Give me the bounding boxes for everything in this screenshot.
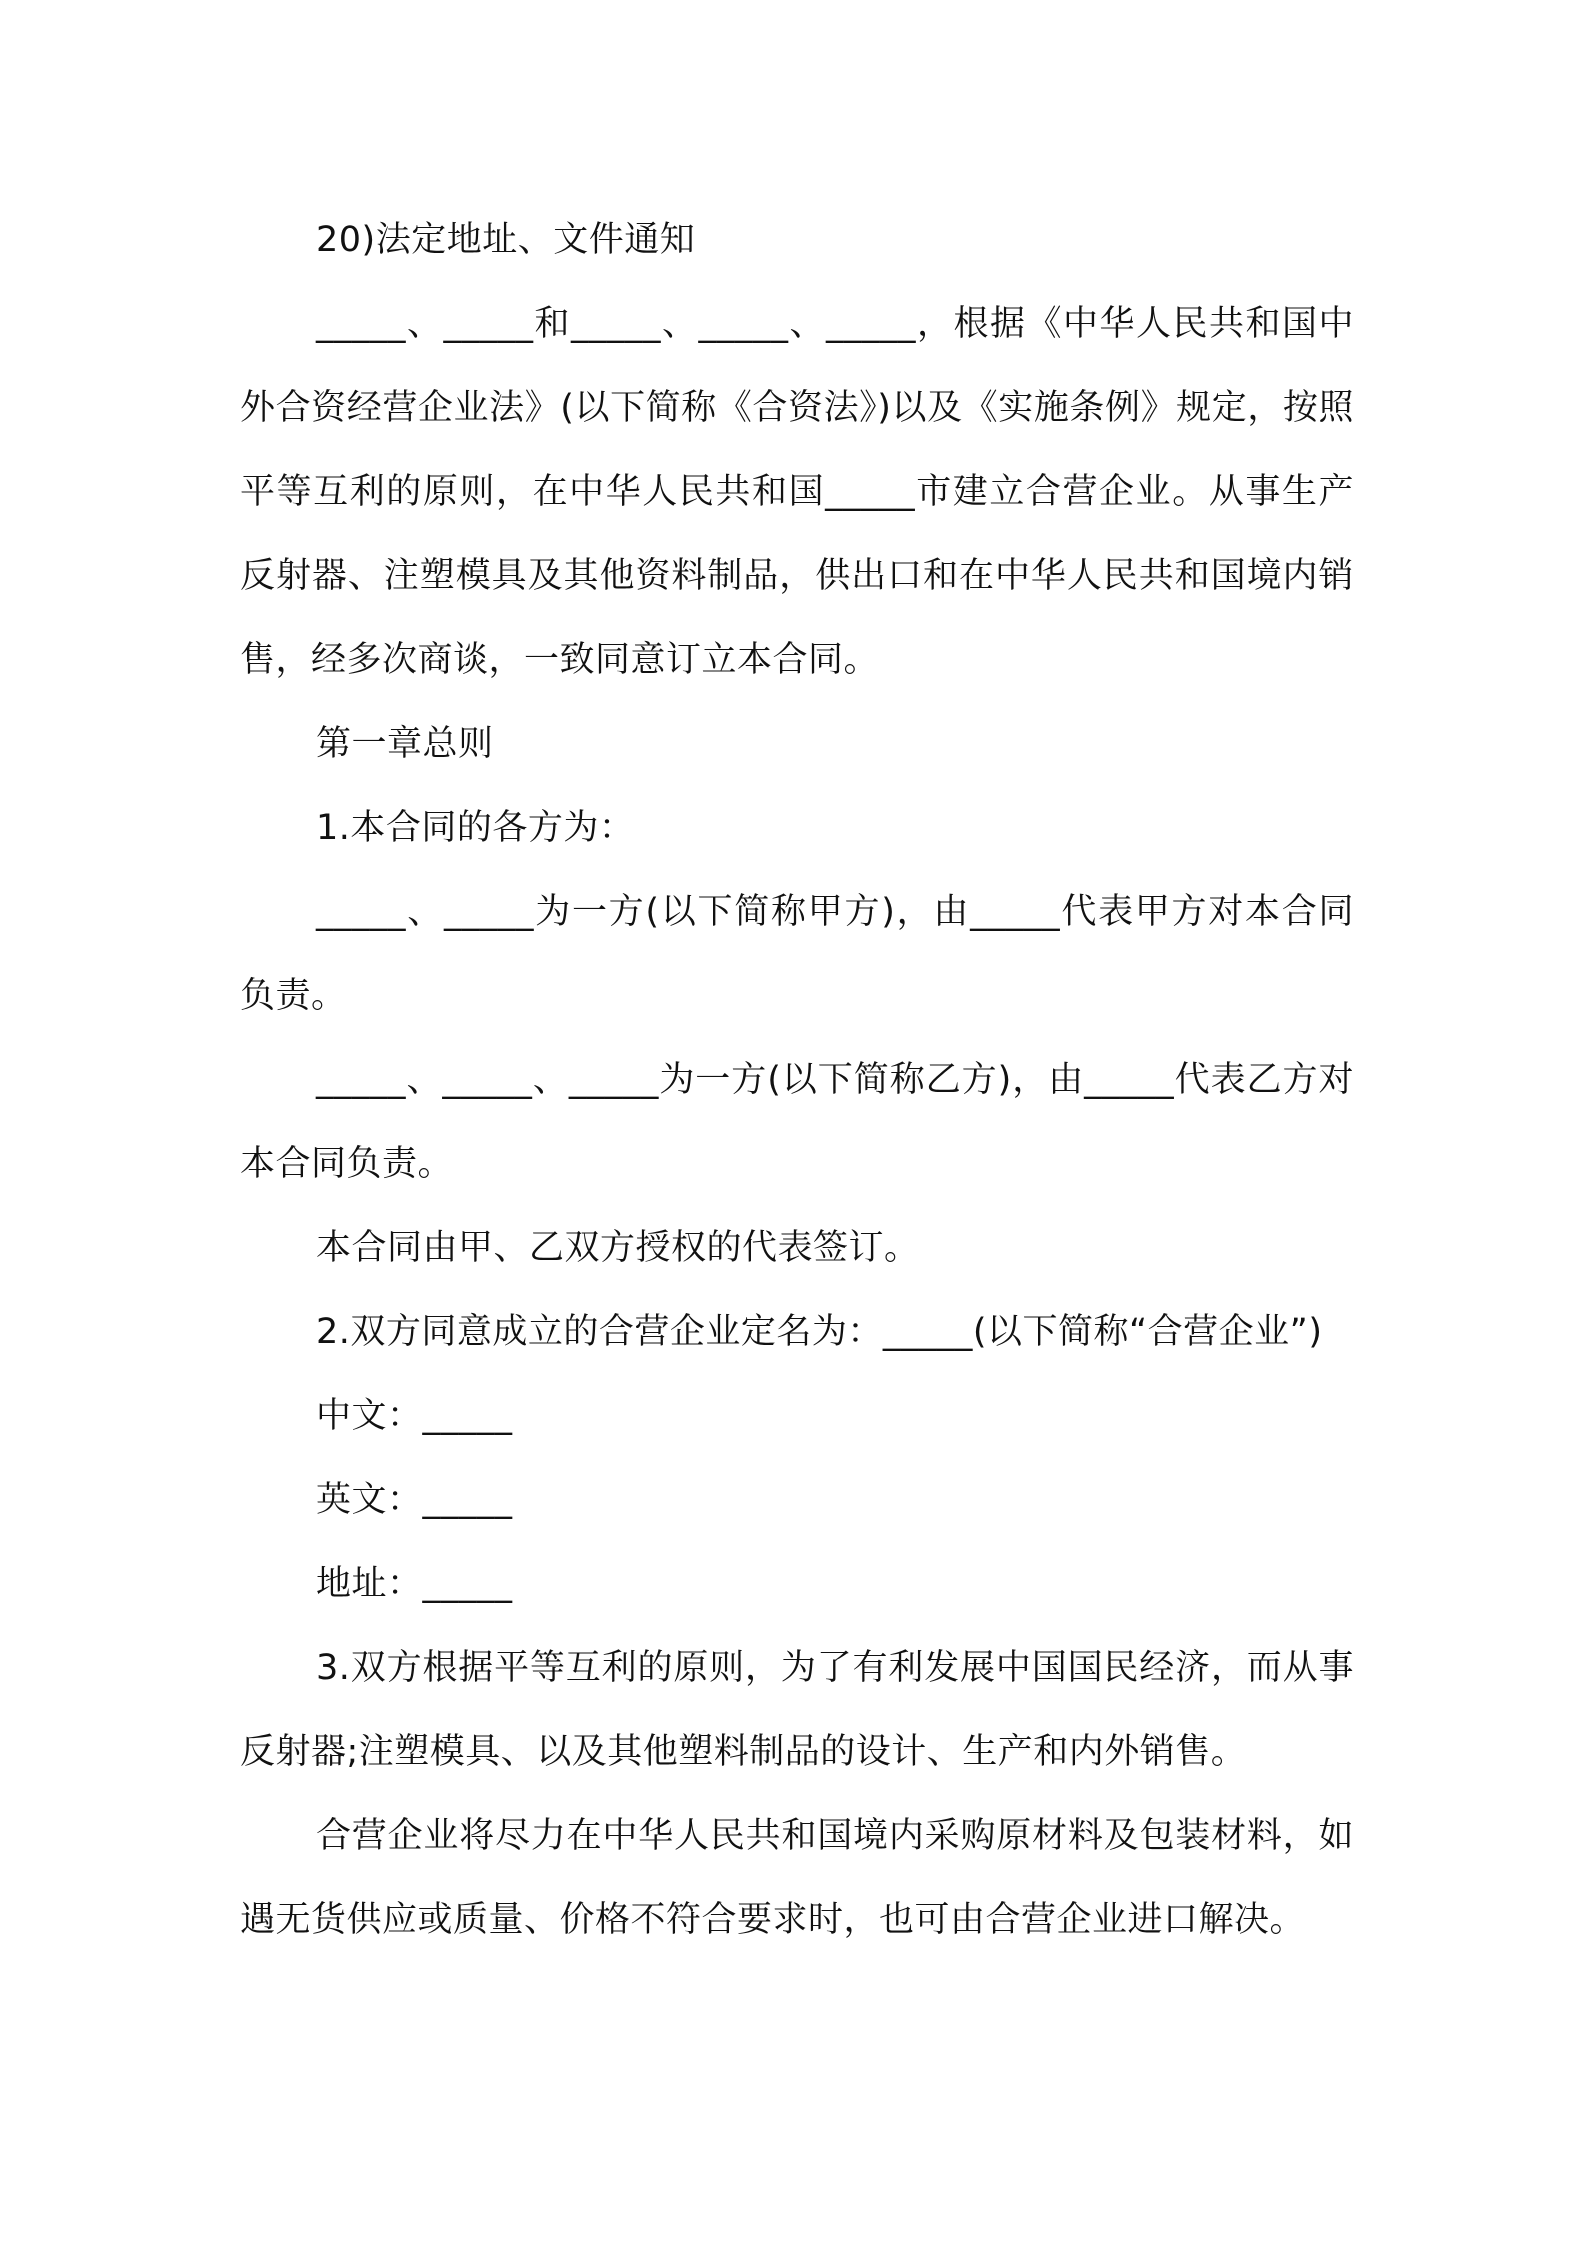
- party-a-paragraph: _____、_____为一方(以下简称甲方)，由_____代表甲方对本合同负责。: [240, 892, 1354, 1016]
- clause-3-paragraph: 3.双方根据平等互利的原则，为了有利发展中国国民经济，而从事反射器;注塑模具、以及其他塑料制品的设计、生产和内外销售。: [240, 1648, 1354, 1772]
- party-b-paragraph: _____、_____、_____为一方(以下简称乙方)，由_____代表乙方对本合同负责。: [240, 1060, 1354, 1184]
- chinese-name-line: 中文：_____: [316, 1396, 513, 1436]
- english-name-line: 英文：_____: [316, 1480, 513, 1520]
- section-heading-legal-address: 20)法定地址、文件通知: [316, 220, 696, 260]
- preamble-paragraph: _____、_____和_____、_____、_____，根据《中华人民共和国中外合资经营企业法》(以下简称《合资法》)以及《实施条例》规定，按照平等互利的原则，在中华人民共和国_____市建立合营企业。从事生产反射器、注塑模具及其他资料制品，供出口和在中华人民共和国境内销售，经多次商谈，一致同意订立本合同。: [240, 304, 1354, 680]
- document-body: [240, 198, 1354, 1962]
- clause-2-paragraph: 2.双方同意成立的合营企业定名为：_____(以下简称“合营企业”): [316, 1312, 1323, 1352]
- address-line: 地址：_____: [316, 1564, 513, 1604]
- chapter-heading: 第一章总则: [316, 724, 494, 764]
- signing-paragraph: 本合同由甲、乙双方授权的代表签订。: [316, 1228, 920, 1268]
- clause-1-heading: 1.本合同的各方为：: [316, 808, 635, 848]
- procurement-paragraph: 合营企业将尽力在中华人民共和国境内采购原材料及包装材料，如遇无货供应或质量、价格不符合要求时，也可由合营企业进口解决。: [240, 1816, 1354, 1940]
